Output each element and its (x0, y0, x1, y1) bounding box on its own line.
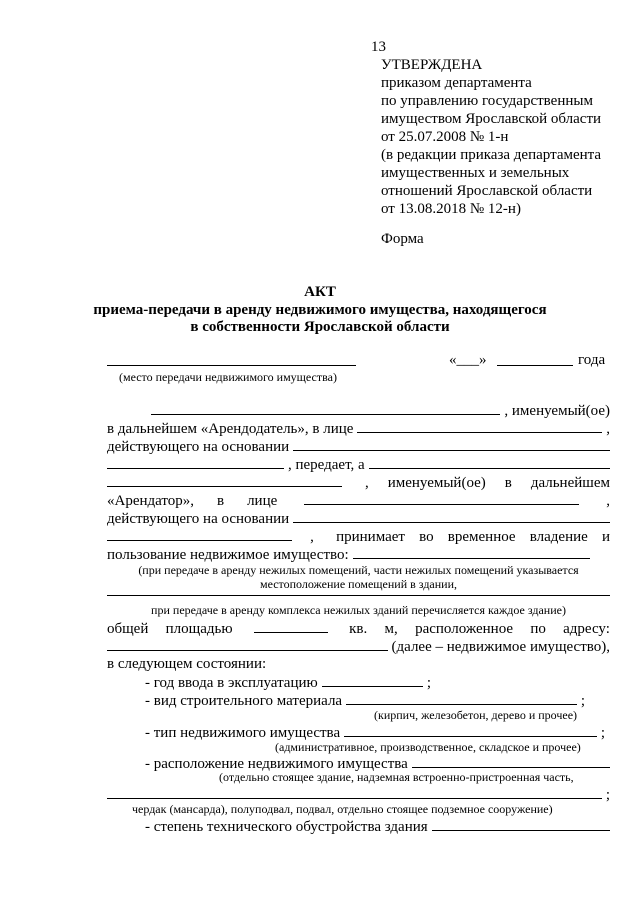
type-hint: (административное, производственное, складское и прочее) (275, 740, 581, 754)
document-subtitle: приема-передачи в аренду недвижимого имущества, находящегося (93, 302, 547, 318)
note-1-line-2: местоположение помещений в здании, (259, 577, 458, 591)
note-1-line-3: при передаче в аренду комплекса нежилых зданий перечисляется каждое здание) (151, 603, 566, 617)
row-tenant-named: , именуемый(ое) в дальнейшем (107, 473, 610, 492)
landlord-rep-field[interactable] (357, 419, 602, 433)
date-day: «___» (449, 352, 487, 368)
approval-line: по управлению государственным (381, 93, 593, 109)
place-field[interactable] (107, 365, 356, 366)
approval-line: отношений Ярославской области (381, 183, 593, 199)
row-area: общей площадью кв. м, расположенное по адресу: (107, 621, 610, 637)
material-field[interactable] (346, 691, 577, 705)
approval-line: от 25.07.2008 № 1-н (381, 129, 509, 145)
row-item-material: - вид строительного материала ; (145, 693, 585, 709)
equipment-field[interactable] (432, 817, 610, 831)
basis-1-field[interactable] (293, 437, 610, 451)
row-accepts: , принимает во временное владение и (107, 527, 610, 546)
landlord-name-field[interactable] (151, 401, 500, 415)
basis-2-cont-field[interactable] (107, 527, 292, 541)
basis-1-cont-field[interactable] (107, 455, 284, 469)
row-landlord-rep: в дальнейшем «Арендодатель», в лице , (107, 421, 610, 437)
row-tenant-rep: «Арендатор», в лице , (107, 493, 610, 509)
material-hint: (кирпич, железобетон, дерево и прочее) (374, 708, 578, 722)
date-year-label: года (578, 352, 606, 368)
approval-line: имущественных и земельных (381, 165, 570, 181)
row-acting-basis-2: действующего на основании (107, 509, 610, 528)
tenant-rep-field[interactable] (304, 491, 579, 505)
year-field[interactable] (322, 673, 423, 687)
approval-line: приказом департамента (381, 75, 532, 91)
area-field[interactable] (254, 619, 328, 633)
document-subtitle-2: в собственности Ярославской области (190, 319, 450, 335)
basis-2-field[interactable] (293, 509, 610, 523)
approval-line: от 13.08.2018 № 12-н) (381, 201, 521, 217)
row-location-cont: ; (107, 785, 610, 804)
state-label: в следующем состоянии: (107, 656, 267, 672)
tenant-name-cont-field[interactable] (107, 473, 342, 487)
location-hint-2: чердак (мансарда), полуподвал, подвал, отдельно стоящее подземное сооружение) (132, 802, 553, 816)
row-acting-basis-1: действующего на основании (107, 437, 610, 456)
row-item-equipment: - степень технического обустройства здания (145, 817, 610, 836)
page-number: 13 (371, 39, 386, 55)
note-1-line-1: (при передаче в аренду нежилых помещений, части нежилых помещений указывается (138, 563, 579, 577)
row-transfers: , передает, а (107, 455, 610, 474)
location-field[interactable] (412, 754, 610, 768)
location-hint: (отдельно стоящее здание, надземная встроенно-пристроенная часть, (219, 770, 574, 784)
address-field[interactable] (107, 637, 388, 651)
row-item-location: - расположение недвижимого имущества (145, 754, 610, 773)
approved-label: УТВЕРЖДЕНА (381, 57, 483, 73)
row-hereinafter: (далее – недвижимое имущество), (107, 637, 610, 656)
row-item-type: - тип недвижимого имущества ; (145, 725, 605, 741)
row-item-year: - год ввода в эксплуатацию ; (145, 675, 431, 691)
approval-line: имуществом Ярославской области (381, 111, 602, 127)
property-cont-field[interactable] (107, 595, 610, 596)
date-month-field[interactable] (497, 365, 573, 366)
property-field[interactable] (353, 545, 590, 559)
row-use-property: пользование недвижимое имущество: (107, 545, 590, 564)
location-cont-field[interactable] (107, 785, 602, 799)
row-landlord-name: , именуемый(ое) (107, 401, 610, 420)
document-title: АКТ (304, 284, 336, 300)
form-label: Форма (381, 231, 424, 247)
approval-block (381, 56, 601, 218)
place-hint: (место передачи недвижимого имущества) (119, 370, 337, 384)
tenant-name-field[interactable] (369, 455, 610, 469)
approval-line: (в редакции приказа департамента (381, 147, 602, 163)
type-field[interactable] (344, 723, 597, 737)
